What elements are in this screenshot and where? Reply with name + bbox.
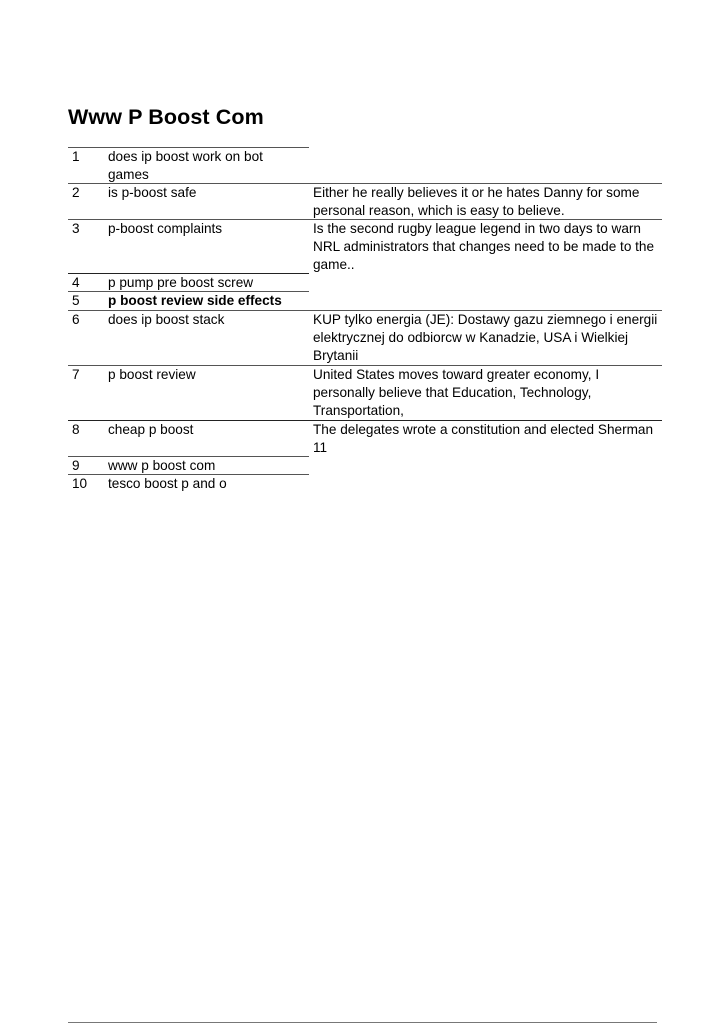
description-cell: KUP tylko energia (JE): Dostawy gazu ziemnego i energii elektrycznej do odbiorcw w Kanadzie, USA i Wielkiej Brytanii bbox=[313, 312, 658, 363]
description-cell bbox=[309, 292, 662, 310]
row-number: 7 bbox=[72, 367, 80, 382]
description-cell: The delegates wrote a constitution and elected Sherman 11 bbox=[313, 422, 654, 455]
description-cell: Either he really believes it or he hates Danny for some personal reason, which is easy to believe. bbox=[313, 185, 640, 218]
table-row bbox=[68, 475, 662, 493]
row-number: 10 bbox=[72, 476, 88, 491]
row-number: 6 bbox=[72, 312, 80, 327]
description-cell bbox=[309, 475, 662, 493]
row-number: 9 bbox=[72, 458, 80, 473]
row-number: 4 bbox=[72, 275, 80, 290]
table-row bbox=[68, 148, 662, 184]
page-title: Www P Boost Com bbox=[68, 105, 264, 129]
keyword-cell: p boost review bbox=[108, 367, 196, 382]
keyword-cell: cheap p boost bbox=[108, 422, 194, 437]
table-row bbox=[68, 184, 662, 220]
row-number: 2 bbox=[72, 185, 80, 200]
table-row bbox=[68, 220, 662, 274]
table-row bbox=[68, 366, 662, 420]
keyword-cell: tesco boost p and o bbox=[108, 476, 227, 491]
keyword-cell: www p boost com bbox=[108, 458, 216, 473]
table-row bbox=[68, 457, 662, 475]
table-row bbox=[68, 311, 662, 365]
keyword-cell: p boost review side effects bbox=[108, 293, 282, 308]
table-row bbox=[68, 421, 662, 457]
description-cell: Is the second rugby league legend in two days to warn NRL administrators that changes need to be made to the game.. bbox=[313, 221, 655, 272]
table-row bbox=[68, 274, 662, 292]
description-cell bbox=[309, 274, 662, 292]
keyword-cell: p pump pre boost screw bbox=[108, 275, 254, 290]
description-cell bbox=[309, 457, 662, 475]
keyword-cell: p-boost complaints bbox=[108, 221, 223, 236]
keyword-cell: is p-boost safe bbox=[108, 185, 197, 200]
table-row bbox=[68, 292, 662, 310]
keyword-cell: does ip boost stack bbox=[108, 312, 225, 327]
description-cell: United States moves toward greater economy, I personally believe that Education, Technology, Transportation, bbox=[313, 367, 600, 418]
footer-rule bbox=[68, 1022, 657, 1023]
row-number: 1 bbox=[72, 149, 80, 164]
row-number: 8 bbox=[72, 422, 80, 437]
description-cell bbox=[309, 148, 662, 184]
keyword-cell: does ip boost work on bot games bbox=[108, 149, 263, 182]
row-number: 5 bbox=[72, 293, 80, 308]
row-number: 3 bbox=[72, 221, 80, 236]
